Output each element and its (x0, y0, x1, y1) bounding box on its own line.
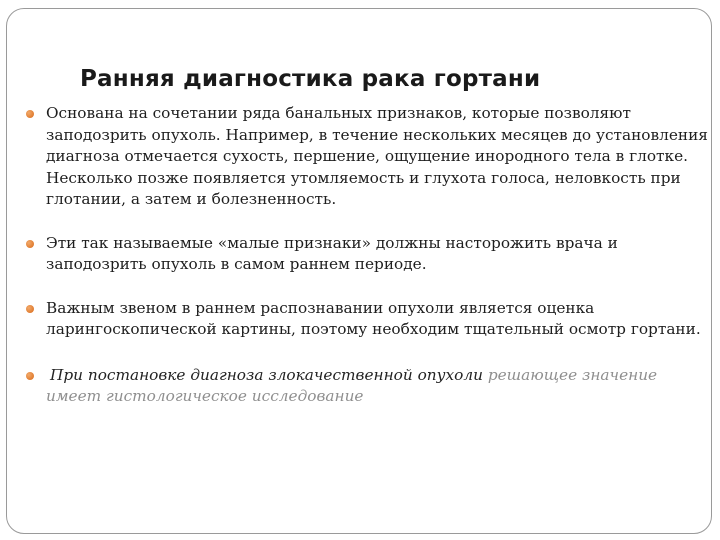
bullet-marker-icon (26, 305, 34, 313)
bullet-text-italic: При постановке диагноза злокачественной опухоли (50, 365, 483, 384)
bullet-item (22, 365, 712, 408)
bullet-text: Основана на сочетании ряда банальных признаков, которые позволяют заподозрить опухоль. Например, в течение нескольких месяцев до установления диагноза отмечается сухость, першение, ощущение инородного тела в глотке. Несколько позже появляется утомляемость и глухота голоса, неловкость при глотании, а затем и болезненность. (46, 104, 708, 208)
bullet-marker-icon (26, 110, 34, 118)
bullet-marker-icon (26, 240, 34, 248)
slide-title: Ранняя диагностика рака гортани (80, 66, 541, 92)
bullet-list (22, 103, 712, 408)
bullet-text: Эти так называемые «малые признаки» должны насторожить врача и заподозрить опухоль в самом раннем периоде. (46, 233, 618, 273)
bullet-item (22, 233, 712, 276)
bullet-item (22, 298, 712, 341)
bullet-text (46, 366, 657, 406)
bullet-text: Важным звеном в раннем распознавании опухоли является оценка ларингоскопической картины, поэтому необходим тщательный осмотр гортани. (46, 298, 701, 338)
bullet-marker-icon (26, 372, 34, 380)
bullet-text-italic-muted: решающее значение имеет гистологическое исследование (46, 365, 658, 405)
bullet-item (22, 103, 712, 211)
